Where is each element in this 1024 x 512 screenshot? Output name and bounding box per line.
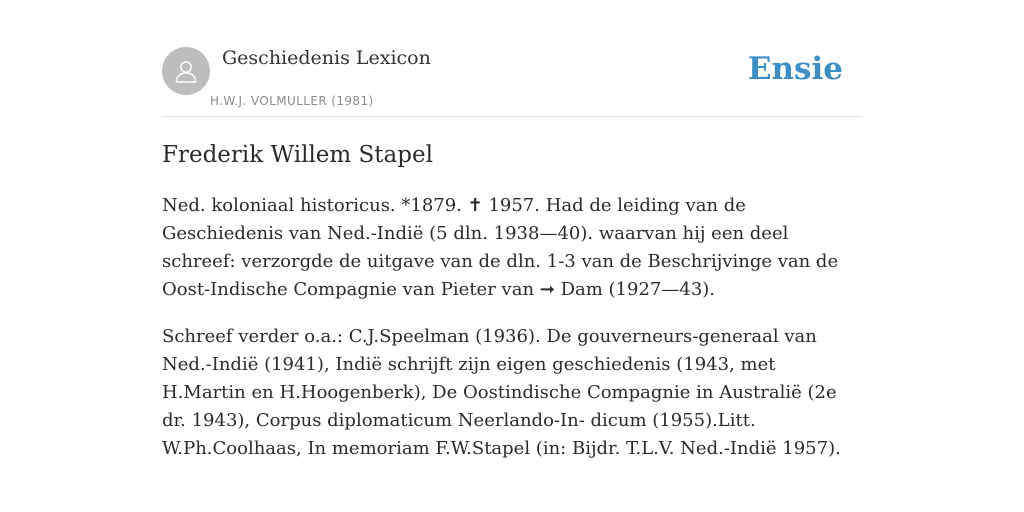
article-body	[162, 192, 862, 482]
brand-logo[interactable]: Ensie	[747, 51, 843, 87]
avatar[interactable]	[162, 47, 210, 95]
paragraph-text: Dam (1927—43).	[554, 279, 716, 300]
article-paragraph-1	[162, 192, 862, 304]
paragraph-text: 1957. Had de leiding van de Geschiedenis van Ned.-Indië (5 dln. 1938—40). waarvan hij een deel schreef: verzorgde de uitgave van de dln. 1-3 van de Beschrijvinge van de Oost-Indische Compagnie van Pieter van	[162, 195, 839, 300]
user-silhouette-icon	[172, 57, 200, 85]
death-cross-symbol: ✝	[467, 195, 483, 216]
source-title[interactable]: Geschiedenis Lexicon	[222, 47, 431, 69]
page-title: Frederik Willem Stapel	[162, 142, 433, 168]
source-author: H.W.J. VOLMULLER (1981)	[210, 94, 374, 108]
page-container	[162, 0, 862, 459]
paragraph-text: Ned. koloniaal historicus. *1879.	[162, 195, 468, 216]
reference-arrow-icon[interactable]: ➞	[539, 279, 555, 300]
article-paragraph-2: Schreef verder o.a.: C.J.Speelman (1936). De gouverneurs-generaal van Ned.-Indië (1941), Indië schrijft zijn eigen geschiedenis (1943, met H.Martin en H.Hoogenberk), De Oostindische Compagnie in Australië (2e dr. 1943), Corpus diplomaticum Neerlando-In- dicum (1955).Litt. W.Ph.Coolhaas, In memoriam F.W.Stapel (in: Bijdr. T.L.V. Ned.-Indië 1957).	[162, 326, 841, 459]
header	[162, 0, 862, 117]
